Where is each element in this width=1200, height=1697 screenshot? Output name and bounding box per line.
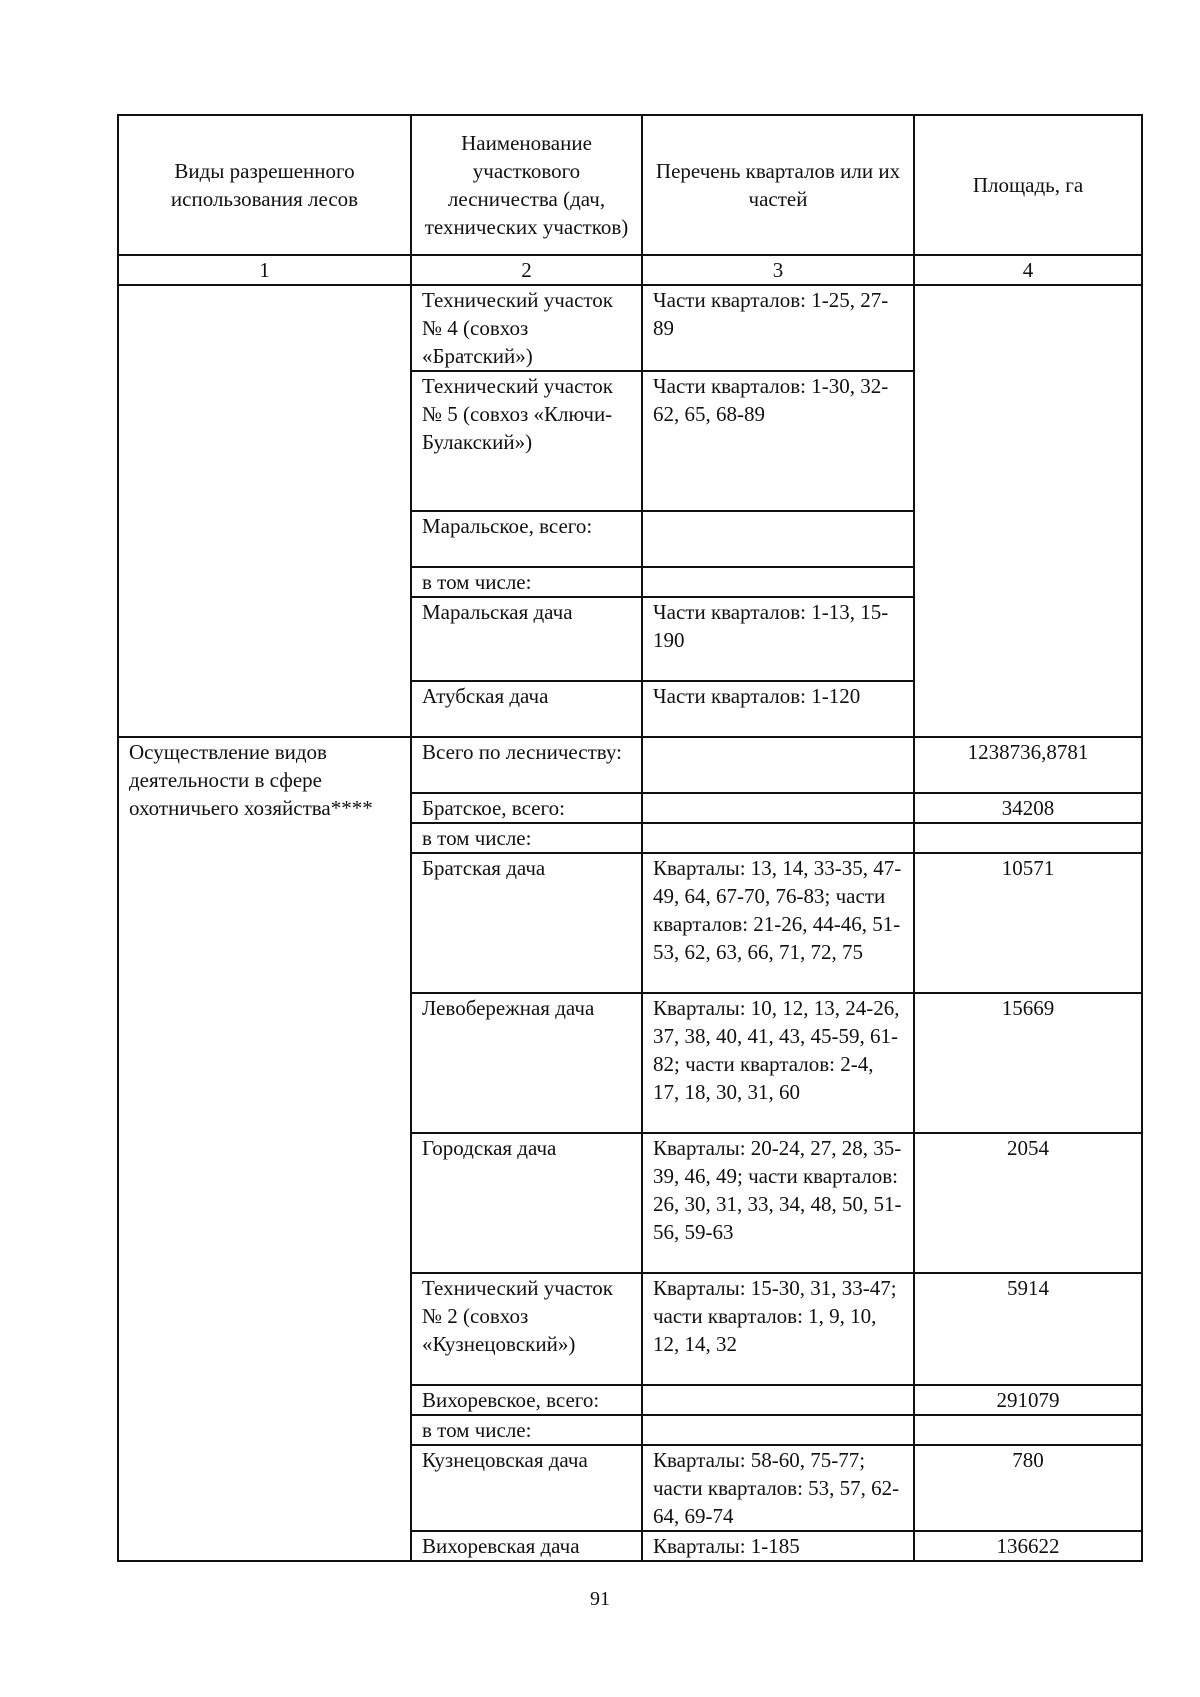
forestry-name-cell: Кузнецовская дача xyxy=(411,1445,642,1531)
area-cell: 15669 xyxy=(914,993,1142,1133)
forestry-name-cell: Вихоревская дача xyxy=(411,1531,642,1561)
forestry-name-cell: Технический участок № 5 (совхоз «Ключи-Булакский») xyxy=(411,371,642,511)
column-number: 2 xyxy=(411,255,642,285)
area-cell: 2054 xyxy=(914,1133,1142,1273)
forestry-name-cell: Левобережная дача xyxy=(411,993,642,1133)
area-cell xyxy=(914,1415,1142,1445)
forestry-name-cell: в том числе: xyxy=(411,823,642,853)
use-type-cell: Осуществление видов деятельности в сфере охотничьего хозяйства**** xyxy=(118,737,411,1561)
area-cell: 136622 xyxy=(914,1531,1142,1561)
forestry-name-cell: Вихоревское, всего: xyxy=(411,1385,642,1415)
column-number: 3 xyxy=(642,255,914,285)
forestry-name-cell: Атубская дача xyxy=(411,681,642,737)
table-row xyxy=(118,737,1142,793)
quarters-cell: Кварталы: 10, 12, 13, 24-26, 37, 38, 40, 41, 43, 45-59, 61-82; части кварталов: 2-4, 17, 18, 30, 31, 60 xyxy=(642,993,914,1133)
quarters-cell xyxy=(642,511,914,567)
quarters-cell: Кварталы: 1-185 xyxy=(642,1531,914,1561)
area-cell: 34208 xyxy=(914,793,1142,823)
quarters-cell xyxy=(642,1385,914,1415)
quarters-cell xyxy=(642,1415,914,1445)
forestry-name-cell: Всего по лесничеству: xyxy=(411,737,642,793)
quarters-cell xyxy=(642,737,914,793)
page-number: 91 xyxy=(590,1588,610,1610)
forestry-name-cell: Маральская дача xyxy=(411,597,642,681)
quarters-cell: Части кварталов: 1-13, 15-190 xyxy=(642,597,914,681)
header-cell-use-type: Виды разрешенного использования лесов xyxy=(118,115,411,255)
quarters-cell xyxy=(642,823,914,853)
table-row xyxy=(118,285,1142,371)
forestry-name-cell: Технический участок № 2 (совхоз «Кузнецовский») xyxy=(411,1273,642,1385)
forestry-name-cell: в том числе: xyxy=(411,567,642,597)
forestry-name-cell: Братская дача xyxy=(411,853,642,993)
header-cell-area: Площадь, га xyxy=(914,115,1142,255)
column-number: 1 xyxy=(118,255,411,285)
quarters-cell: Кварталы: 20-24, 27, 28, 35-39, 46, 49; части кварталов: 26, 30, 31, 33, 34, 48, 50, 51-56, 59-63 xyxy=(642,1133,914,1273)
forestry-name-cell: в том числе: xyxy=(411,1415,642,1445)
forest-use-table xyxy=(117,114,1143,1562)
use-type-cell-empty xyxy=(118,285,411,737)
area-cell-empty xyxy=(914,285,1142,737)
quarters-cell: Кварталы: 15-30, 31, 33-47; части кварталов: 1, 9, 10, 12, 14, 32 xyxy=(642,1273,914,1385)
area-cell: 291079 xyxy=(914,1385,1142,1415)
area-cell: 780 xyxy=(914,1445,1142,1531)
quarters-cell: Кварталы: 13, 14, 33-35, 47-49, 64, 67-70, 76-83; части кварталов: 21-26, 44-46, 51-53, 62, 63, 66, 71, 72, 75 xyxy=(642,853,914,993)
table-header-row xyxy=(118,115,1142,255)
forestry-name-cell: Братское, всего: xyxy=(411,793,642,823)
quarters-cell: Кварталы: 58-60, 75-77; части кварталов: 53, 57, 62-64, 69-74 xyxy=(642,1445,914,1531)
area-cell: 1238736,8781 xyxy=(914,737,1142,793)
quarters-cell: Части кварталов: 1-120 xyxy=(642,681,914,737)
column-number-row xyxy=(118,255,1142,285)
area-cell xyxy=(914,823,1142,853)
column-number: 4 xyxy=(914,255,1142,285)
quarters-cell: Части кварталов: 1-25, 27-89 xyxy=(642,285,914,371)
forestry-name-cell: Маральское, всего: xyxy=(411,511,642,567)
quarters-cell xyxy=(642,793,914,823)
header-cell-quarters: Перечень кварталов или их частей xyxy=(642,115,914,255)
header-cell-forestry-name: Наименование участкового лесничества (дач, технических участков) xyxy=(411,115,642,255)
area-cell: 10571 xyxy=(914,853,1142,993)
forestry-name-cell: Городская дача xyxy=(411,1133,642,1273)
quarters-cell xyxy=(642,567,914,597)
quarters-cell: Части кварталов: 1-30, 32-62, 65, 68-89 xyxy=(642,371,914,511)
area-cell: 5914 xyxy=(914,1273,1142,1385)
forestry-name-cell: Технический участок № 4 (совхоз «Братский») xyxy=(411,285,642,371)
